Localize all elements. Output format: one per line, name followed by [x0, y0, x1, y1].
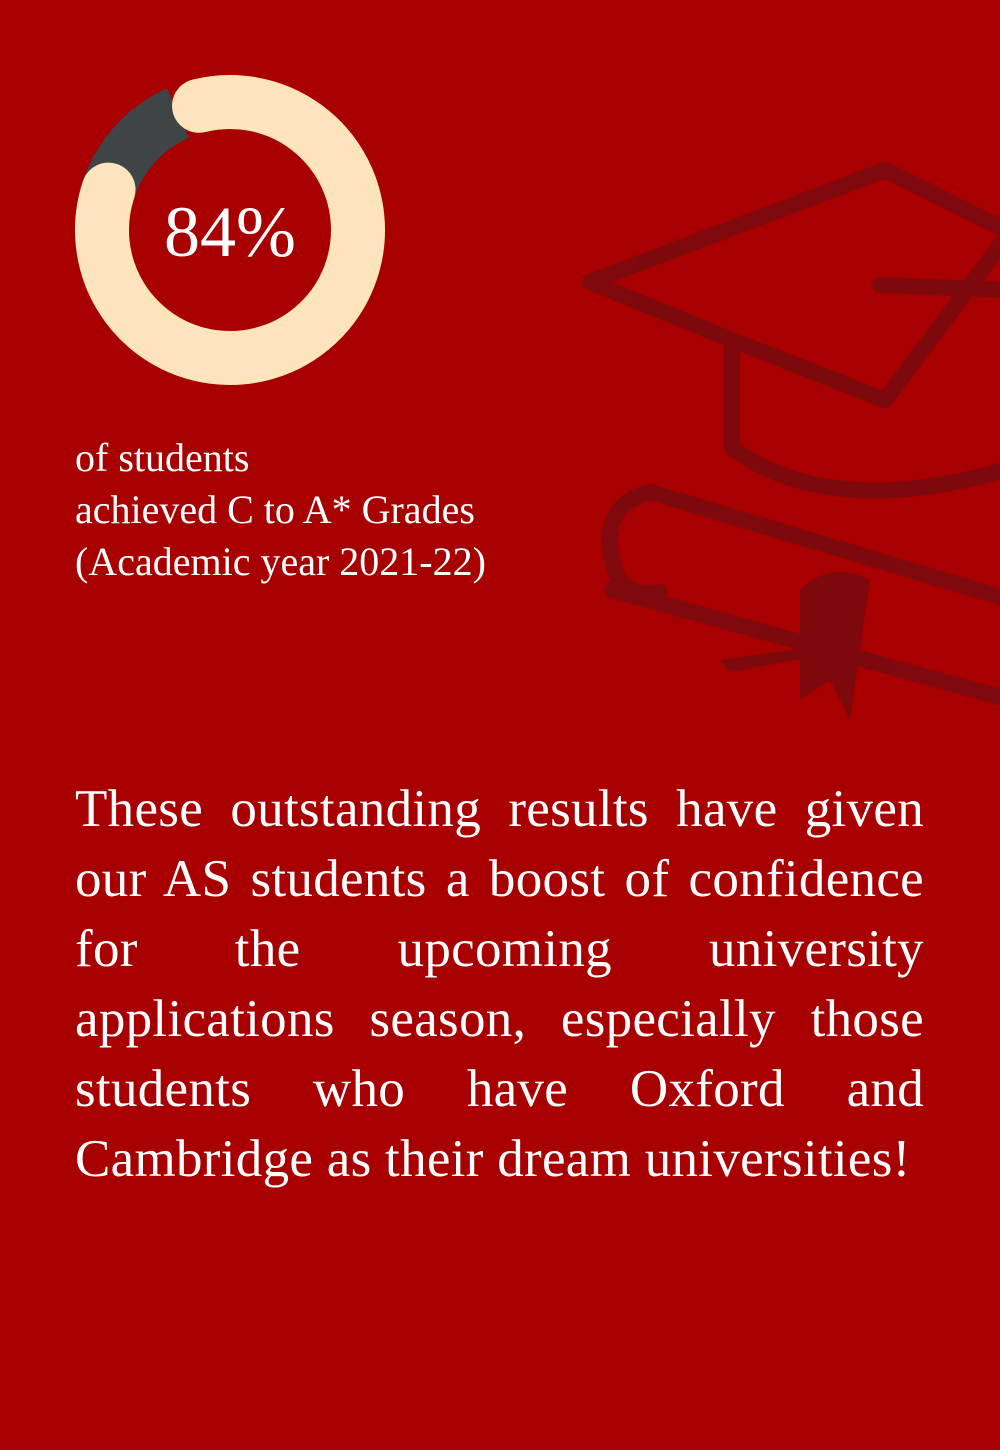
stat-caption	[75, 432, 486, 588]
donut-chart	[60, 60, 400, 400]
donut-center-label: 84%	[164, 192, 296, 272]
caption-line-2: achieved C to A* Grades	[75, 487, 475, 532]
cap-tassel	[880, 285, 1000, 290]
body-paragraph: These outstanding results have given our AS students a boost of confidence for the upcoming university applications season, especially those students who have Oxford and Cambridge as their dream universities!	[75, 780, 924, 1188]
caption-line-1: of students	[75, 435, 250, 480]
caption-line-3: (Academic year 2021-22)	[75, 539, 486, 584]
